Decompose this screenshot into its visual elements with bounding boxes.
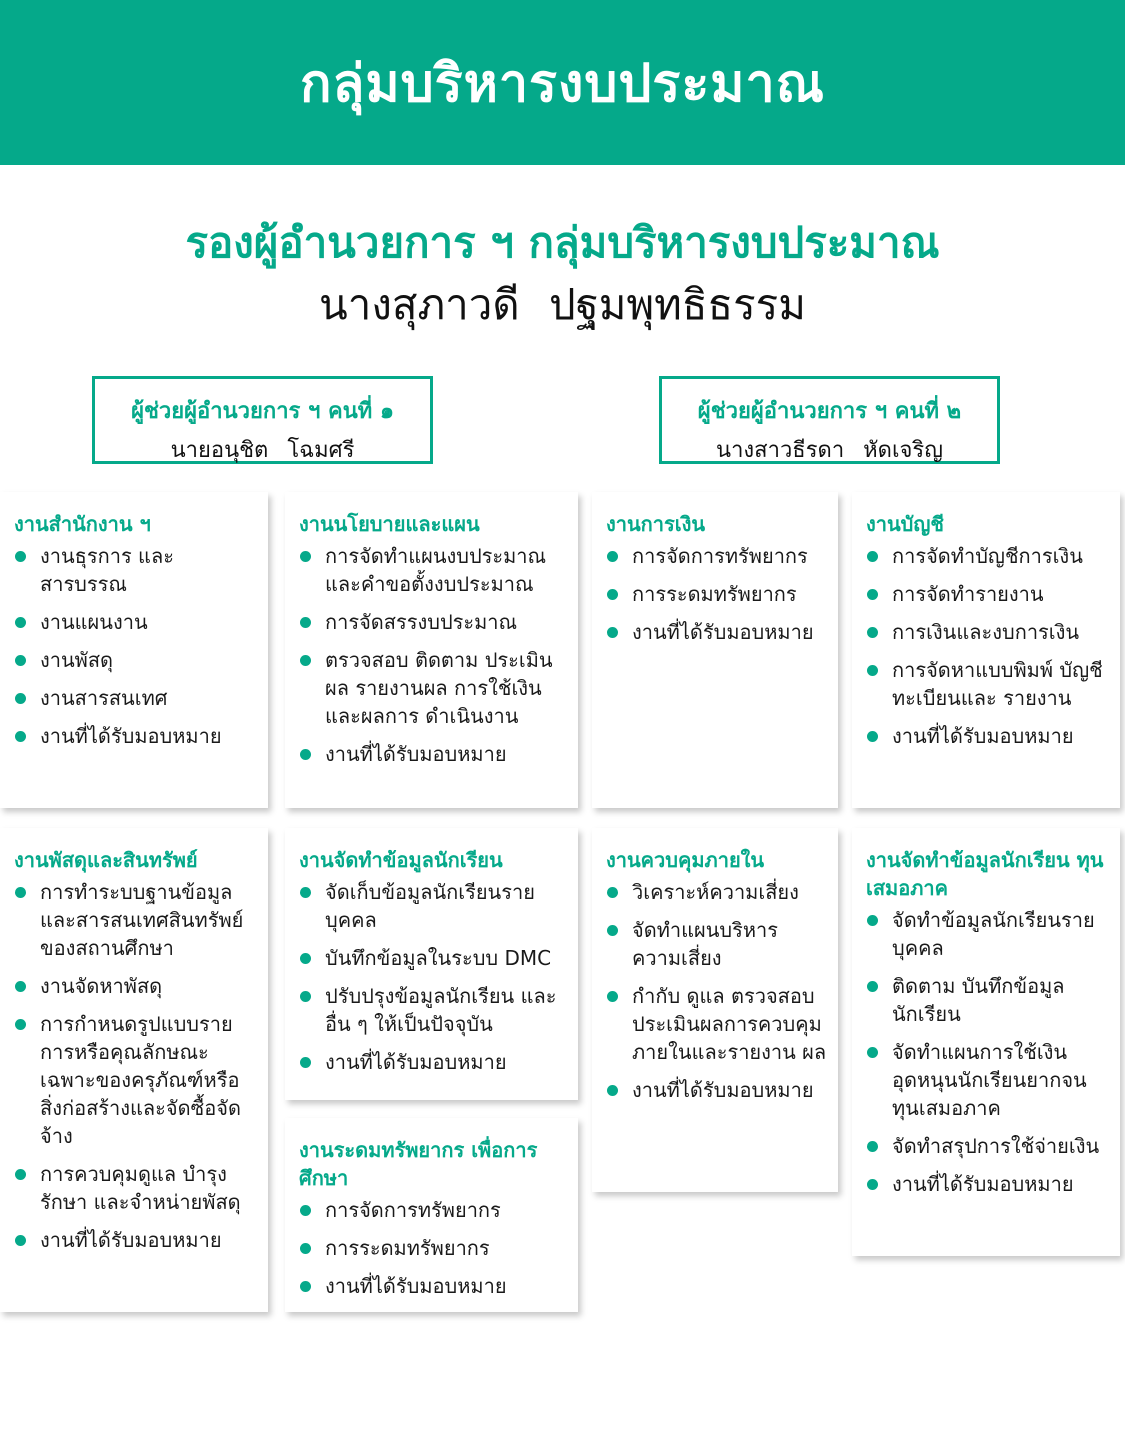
card-equity-fund-data (852, 828, 1120, 1256)
card-title: งานจัดทำข้อมูลนักเรียน (299, 848, 503, 872)
list-item: การระดมทรัพยากร (606, 580, 828, 608)
assistant-box-1 (92, 376, 433, 464)
assistant-title: ผู้ช่วยผู้อำนวยการ ฯ คนที่ ๒ (697, 399, 962, 424)
card-finance (592, 492, 838, 808)
card-title: งานการเงิน (606, 512, 706, 536)
list-item: งานแผนงาน (14, 608, 258, 636)
card-title: งานสำนักงาน ฯ (14, 512, 151, 536)
banner-title: กลุ่มบริหารงบประมาณ (300, 54, 825, 114)
list-item: บันทึกข้อมูลในระบบ DMC (299, 944, 568, 972)
card-title: งานควบคุมภายใน (606, 848, 765, 872)
list-item: จัดทำแผนบริหาร ความเสี่ยง (606, 916, 828, 972)
list-item: งานธุรการ และสารบรรณ (14, 542, 258, 598)
list-item: งานพัสดุ (14, 646, 258, 674)
list-item: การจัดการทรัพยากร (606, 542, 828, 570)
list-item: จัดเก็บข้อมูลนักเรียนราย บุคคล (299, 878, 568, 934)
list-item: งานจัดหาพัสดุ (14, 972, 258, 1000)
list-item: งานที่ได้รับมอบหมาย (14, 1226, 258, 1254)
list-item: การควบคุมดูแล บำรุง รักษา และจำหน่ายพัสดุ (14, 1160, 258, 1216)
list-item: การจัดทำแผนงบประมาณ และคำขอตั้งงบประมาณ (299, 542, 568, 598)
assistant-name: นายอนุชิต โฉมศรี (170, 438, 355, 463)
card-title: งานจัดทำข้อมูลนักเรียน ทุนเสมอภาค (866, 848, 1104, 900)
list-item: งานที่ได้รับมอบหมาย (299, 740, 568, 768)
card-title: งานระดมทรัพยากร เพื่อการศึกษา (299, 1138, 538, 1190)
card-office (0, 492, 268, 808)
list-item: วิเคราะห์ความเสี่ยง (606, 878, 828, 906)
list-item: งานที่ได้รับมอบหมาย (299, 1272, 568, 1300)
list-item: การทำระบบฐานข้อมูล และสารสนเทศสินทรัพย์ ของสถานศึกษา (14, 878, 258, 962)
list-item: การจัดทำบัญชีการเงิน (866, 542, 1110, 570)
card-title: งานพัสดุและสินทรัพย์ (14, 848, 198, 872)
list-item: การจัดสรรงบประมาณ (299, 608, 568, 636)
list-item: การจัดหาแบบพิมพ์ บัญชีทะเบียนและ รายงาน (866, 656, 1110, 712)
list-item: การจัดการทรัพยากร (299, 1196, 568, 1224)
list-item: ปรับปรุงข้อมูลนักเรียน และอื่น ๆ ให้เป็นปัจจุบัน (299, 982, 568, 1038)
assistant-title: ผู้ช่วยผู้อำนวยการ ฯ คนที่ ๑ (131, 399, 394, 424)
card-resource-mobilization (285, 1118, 578, 1312)
list-item: งานสารสนเทศ (14, 684, 258, 712)
card-title: งานนโยบายและแผน (299, 512, 480, 536)
list-item: จัดทำแผนการใช้เงิน อุดหนุนนักเรียนยากจน ทุนเสมอภาค (866, 1038, 1110, 1122)
list-item: งานที่ได้รับมอบหมาย (606, 1076, 828, 1104)
card-student-data (285, 828, 578, 1100)
card-internal-control (592, 828, 838, 1192)
list-item: งานที่ได้รับมอบหมาย (866, 1170, 1110, 1198)
card-supplies-assets (0, 828, 268, 1312)
list-item: งานที่ได้รับมอบหมาย (606, 618, 828, 646)
list-item: งานที่ได้รับมอบหมาย (14, 722, 258, 750)
deputy-title: รองผู้อำนวยการ ฯ กลุ่มบริหารงบประมาณ (185, 218, 940, 267)
header-banner (0, 0, 1125, 165)
card-accounting (852, 492, 1120, 808)
card-title: งานบัญชี (866, 512, 944, 536)
list-item: งานที่ได้รับมอบหมาย (866, 722, 1110, 750)
list-item: การกำหนดรูปแบบราย การหรือคุณลักษณะ เฉพาะของครุภัณฑ์หรือ สิ่งก่อสร้างและจัดซื้อจัด จ้าง (14, 1010, 258, 1150)
list-item: จัดทำสรุปการใช้จ่ายเงิน (866, 1132, 1110, 1160)
card-policy-plan (285, 492, 578, 808)
list-item: งานที่ได้รับมอบหมาย (299, 1048, 568, 1076)
list-item: ติดตาม บันทึกข้อมูล นักเรียน (866, 972, 1110, 1028)
assistant-name: นางสาวธีรดา หัดเจริญ (716, 438, 943, 463)
deputy-name: นางสุภาวดี ปฐมพุทธิธรรม (319, 280, 806, 329)
list-item: การเงินและงบการเงิน (866, 618, 1110, 646)
list-item: จัดทำข้อมูลนักเรียนราย บุคคล (866, 906, 1110, 962)
list-item: ตรวจสอบ ติดตาม ประเมินผล รายงานผล การใช้เงินและผลการ ดำเนินงาน (299, 646, 568, 730)
list-item: การจัดทำรายงาน (866, 580, 1110, 608)
assistant-box-2 (659, 376, 1000, 464)
list-item: การระดมทรัพยากร (299, 1234, 568, 1262)
list-item: กำกับ ดูแล ตรวจสอบ ประเมินผลการควบคุม ภายในและรายงาน ผล (606, 982, 828, 1066)
